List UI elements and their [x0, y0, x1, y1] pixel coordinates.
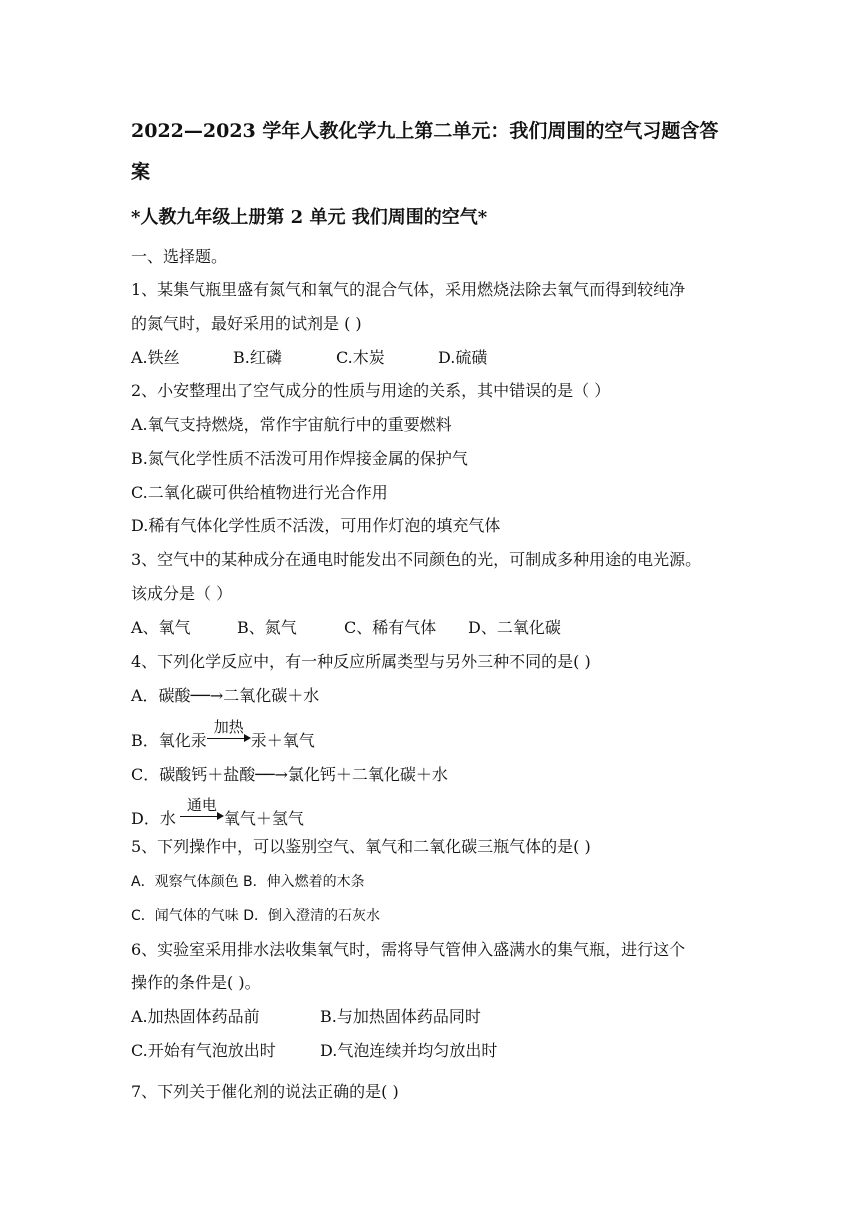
- q1-option-d: D.硫磺: [438, 348, 488, 367]
- q4-option-b-products: 汞＋氧气: [250, 731, 315, 750]
- q1-option-c: C.木炭: [336, 348, 385, 367]
- q1-stem-line-1: 1、某集气瓶里盛有氮气和氧气的混合气体，采用燃烧法除去氧气而得到较纯净: [131, 280, 686, 299]
- q3-option-a: A、氧气: [131, 618, 191, 637]
- q4-option-c: C．碳酸钙＋盐酸──→氯化钙＋二氧化碳＋水: [131, 765, 448, 784]
- q6-stem-line-2: 操作的条件是( )。: [131, 973, 261, 992]
- q2-option-a: A.氧气支持燃烧，常作宇宙航行中的重要燃料: [131, 415, 452, 434]
- q2-option-c: C.二氧化碳可供给植物进行光合作用: [131, 483, 388, 502]
- q2-option-b: B.氮气化学性质不活泼可用作焊接金属的保护气: [131, 449, 468, 468]
- q5-stem: 5、下列操作中，可以鉴别空气、氧气和二氧化碳三瓶气体的是( ): [131, 837, 591, 856]
- q4-option-b: [131, 718, 315, 751]
- q4-stem: 4、下列化学反应中，有一种反应所属类型与另外三种不同的是( ): [131, 652, 591, 671]
- q3-option-c: C、稀有气体: [344, 618, 437, 637]
- q3-options: [131, 618, 561, 638]
- document-title-line-2: 案: [131, 161, 151, 183]
- section-heading: 一、选择题。: [131, 247, 228, 266]
- q1-option-a: A.铁丝: [131, 348, 180, 367]
- q6-option-b: B.与加热固体药品同时: [320, 1007, 481, 1026]
- reaction-arrow-heating: [207, 718, 251, 751]
- q2-option-d: D.稀有气体化学性质不活泼，可用作灯泡的填充气体: [131, 516, 501, 535]
- q2-stem: 2、小安整理出了空气成分的性质与用途的关系，其中错误的是（ ）: [131, 381, 611, 400]
- reaction-condition-heating: 加热: [213, 718, 244, 736]
- q6-option-a: A.加热固体药品前: [131, 1007, 260, 1026]
- q6-option-d: D.气泡连续并均匀放出时: [320, 1041, 498, 1060]
- q6-options-line-1: [131, 1007, 481, 1027]
- q1-option-b: B.红磷: [233, 348, 282, 367]
- q6-stem-line-1: 6、实验室采用排水法收集氧气时，需将导气管伸入盛满水的集气瓶，进行这个: [131, 940, 686, 959]
- q6-option-c: C.开始有气泡放出时: [131, 1041, 276, 1060]
- q3-option-b: B、氮气: [237, 618, 297, 637]
- q3-option-d: D、二氧化碳: [468, 618, 561, 637]
- q4-option-b-reactant: B．氧化汞: [131, 731, 207, 750]
- q3-stem-line-1: 3、空气中的某种成分在通电时能发出不同颜色的光，可制成多种用途的电光源。: [131, 550, 702, 569]
- document-title-line-1: 2022—2023 学年人教化学九上第二单元：我们周围的空气习题含答: [131, 120, 719, 142]
- q7-stem: 7、下列关于催化剂的说法正确的是( ): [131, 1082, 399, 1101]
- reaction-condition-electrolysis: 通电: [186, 796, 217, 814]
- q1-options: [131, 348, 487, 368]
- q4-option-d: [131, 796, 304, 829]
- q3-stem-line-2: 该成分是（ ）: [131, 584, 233, 603]
- q5-options-line-1: A．观察气体颜色 B．伸入燃着的木条: [131, 874, 365, 890]
- q1-stem-line-2: 的氮气时，最好采用的试剂是 ( ): [131, 314, 362, 333]
- document-subtitle: *人教九年级上册第 2 单元 我们周围的空气*: [131, 207, 488, 228]
- q5-options-line-2: C．闻气体的气味 D．倒入澄清的石灰水: [131, 908, 381, 924]
- q4-option-d-reactant: D．水: [131, 809, 176, 828]
- q6-options-line-2: [131, 1041, 497, 1061]
- q4-option-a: A．碳酸──→二氧化碳＋水: [131, 686, 320, 705]
- q4-option-d-products: 氧气＋氢气: [223, 809, 304, 828]
- reaction-arrow-electrolysis: [180, 796, 224, 829]
